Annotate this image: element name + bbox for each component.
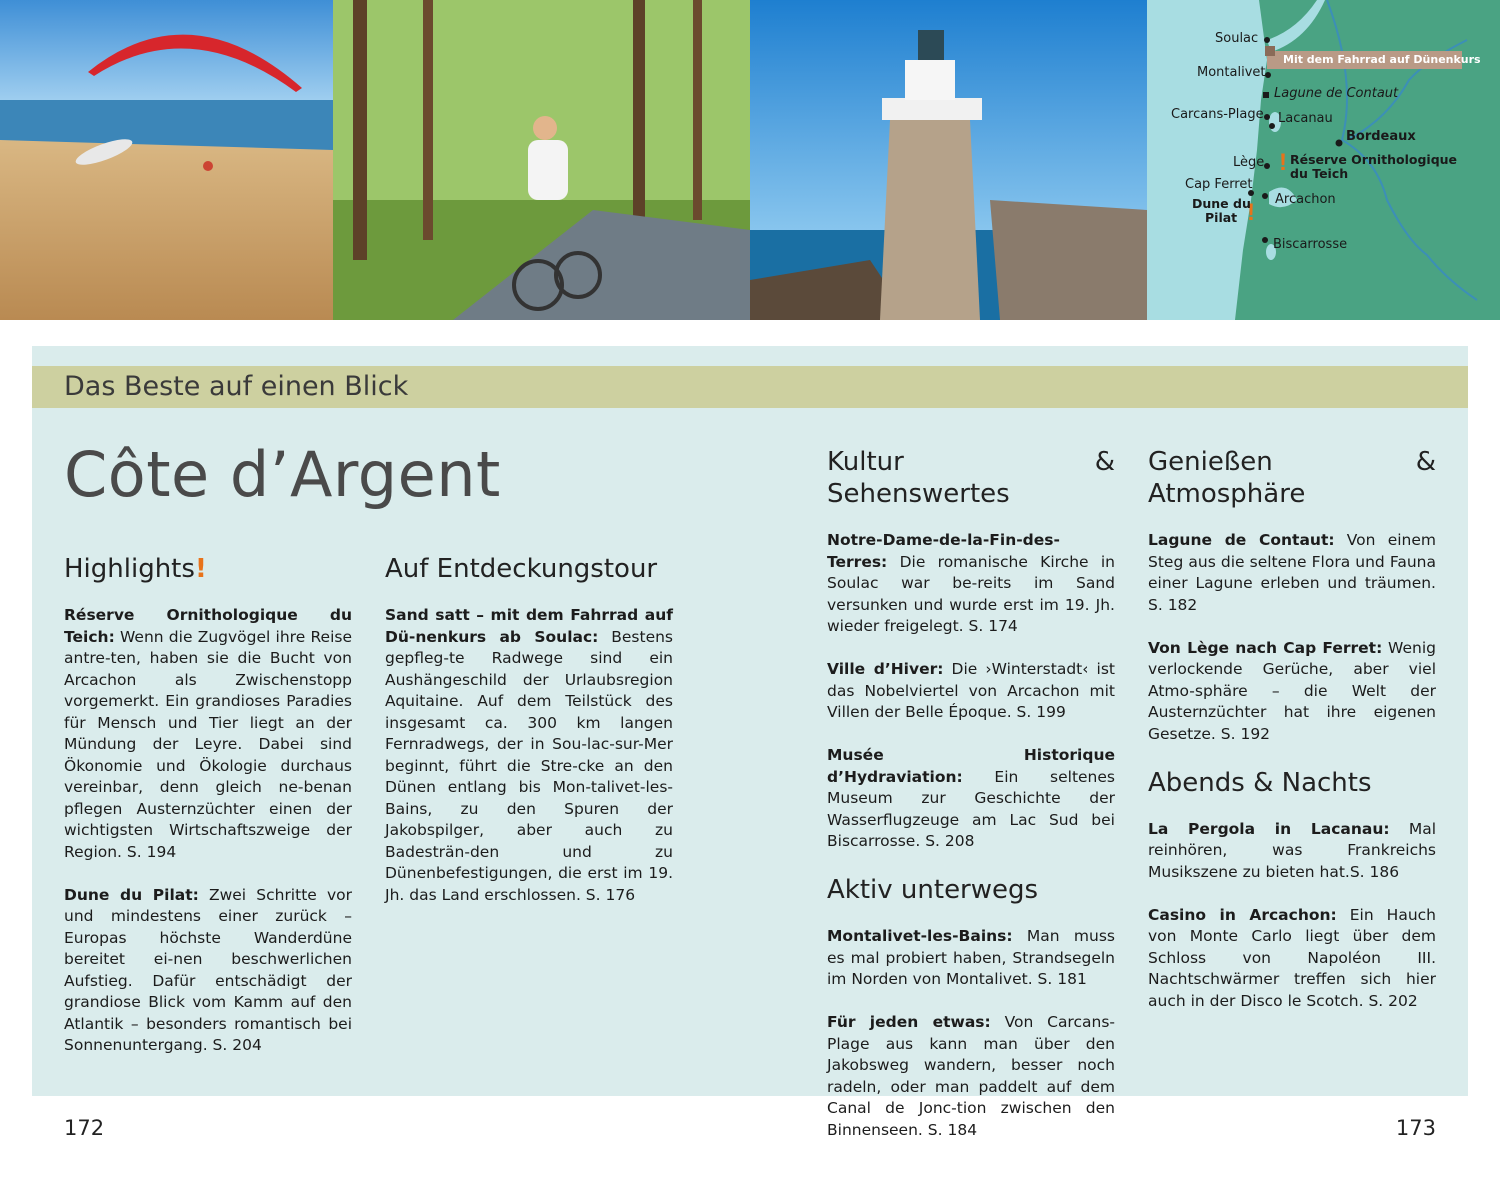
page-number-left: 172 — [64, 1116, 105, 1140]
svg-text:!: ! — [1279, 149, 1287, 176]
column-geniessen-abends — [1148, 446, 1436, 1034]
map-label-dune: Dune du — [1192, 196, 1251, 211]
entry: Für jeden etwas: Von Carcans-Plage aus kann man über den Jakobsweg wandern, besser noch radeln, oder man paddelt auf dem Canal de Jonc-tion zwischen den Binnenseen. S. 184 — [827, 1013, 1115, 1139]
entry: Notre-Dame-de-la-Fin-des-Terres: Die romanische Kirche in Soulac war be-reits im Sand versunken und wurde erst im 19. Jh. wieder freigelegt. S. 174 — [827, 531, 1115, 635]
map-label-lacanau: Lacanau — [1278, 111, 1333, 126]
entry: La Pergola in Lacanau: Mal reinhören, was Frankreichs Musikszene zu bieten hat.S. 186 — [1148, 819, 1436, 881]
entry: Montalivet-les-Bains: Man muss es mal probiert haben, Strandsegeln im Norden von Montalivet. S. 181 — [827, 927, 1115, 988]
map-label-arcachon: Arcachon — [1275, 192, 1336, 207]
map-label-biscarrosse: Biscarrosse — [1273, 237, 1348, 252]
entry: Dune du Pilat: Zwei Schritte vor und mindestens einer zurück – Europas höchste Wanderdüne bereitet ei-nen beschwerlichen Aufstieg. Dafür entschädigt der grandiose Blick vom Kamm auf den Atlantik – besonders romantisch bei Sonnenuntergang. S. 204 — [64, 885, 352, 1054]
map-label-montalivet: Montalivet — [1197, 65, 1266, 80]
map-label-bordeaux: Bordeaux — [1346, 129, 1416, 144]
entry: Sand satt – mit dem Fahrrad auf Dü-nenkurs ab Soulac: Bestens gepfleg-te Radwege sind ein Aushängeschild der Urlaubsregion Aquitaine. Auf dem Teilstück des insgesamt ca. 300 km langen Fernradwegs, der in Sou-lac-sur-Mer beginnt, führt die Stre-cke an den Dünen entlang bis Mon-talivet-les-Bains, zu den Spuren der Jakobspilger, aber auch zu Badesträn-den und zu Dünenbefestigungen, die erst im 19. Jh. das Land erschlossen. S. 176 — [385, 606, 674, 904]
entry: Réserve Ornithologique du Teich: Wenn die Zugvögel ihre Reise antre-ten, haben sie die Bucht von Arcachon als Zwischenstopp vorgemerkt. Ein grandioses Paradies für Mensch und Tier liegt an der Mündung der Leyre. Dabei sind Ökonomie und Ökologie durchaus vereinbar, denn gleich ne-benan pflegen Austernzüchter einen der wichtigsten Wirtschaftszweige der Region. S. 194 — [64, 606, 352, 861]
photo-strip — [0, 0, 1500, 320]
band-label: Das Beste auf einen Blick — [64, 371, 409, 402]
entry: Ville d’Hiver: Die ›Winterstadt‹ ist das Nobelviertel von Arcachon mit Villen der Belle Époque. S. 199 — [827, 660, 1115, 721]
heading-geniessen: Genießen & Atmosphäre — [1148, 447, 1436, 509]
column-highlights — [64, 553, 352, 1078]
entry: Casino in Arcachon: Ein Hauch von Monte Carlo liegt über dem Schloss von Napoléon III. Nachtschwärmer treffen sich hier auch in der Disco le Scotch. S. 202 — [1148, 905, 1436, 1010]
paragliding-dune-photo — [0, 0, 333, 320]
highlight-exclamation-icon: ! — [194, 554, 207, 584]
heading-kultur: Kultur & Sehenswertes — [827, 447, 1115, 509]
heading-abends: Abends & Nachts — [1148, 767, 1372, 798]
column-kultur-aktiv — [827, 446, 1115, 1163]
map-label-lagune: Lagune de Contaut — [1274, 86, 1399, 101]
entry: Von Lège nach Cap Ferret: Wenig verlockende Gerüche, aber viel Atmo-sphäre – die Welt der Austernzüchter hat ihre eigenen Gesetze. S. 192 — [1148, 638, 1436, 743]
cycling-forest-photo — [333, 0, 750, 320]
svg-text:!: ! — [1247, 199, 1255, 226]
heading-aktiv: Aktiv unterwegs — [827, 875, 1039, 905]
column-tour — [385, 553, 673, 928]
heading-highlights: Highlights! — [64, 554, 207, 584]
region-map — [1147, 0, 1500, 320]
page-title: Côte d’Argent — [64, 438, 501, 511]
map-label-pilat: Pilat — [1205, 210, 1238, 225]
map-label-carcans: Carcans-Plage — [1171, 107, 1264, 122]
lighthouse-photo — [750, 0, 1147, 320]
map-tour-label: Mit dem Fahrrad auf Dünenkurs — [1283, 53, 1481, 66]
entry: Musée Historique d’Hydraviation: Ein seltenes Museum zur Geschichte der Wasserflugzeuge am Lac Sud bei Biscarrosse. S. 208 — [827, 746, 1115, 850]
page-number-right: 173 — [1395, 1116, 1436, 1140]
map-label-soulac: Soulac — [1215, 31, 1259, 46]
entry: Lagune de Contaut: Von einem Steg aus die seltene Flora und Fauna einer Lagune erleben und träumen. S. 182 — [1148, 531, 1436, 614]
map-label-reserve-2: du Teich — [1290, 166, 1349, 181]
heading-tour: Auf Entdeckungstour — [385, 554, 658, 584]
map-label-lege: Lège — [1233, 155, 1265, 170]
map-label-cap-ferret: Cap Ferret — [1185, 177, 1253, 192]
map-label-reserve: Réserve Ornithologique — [1290, 152, 1458, 167]
